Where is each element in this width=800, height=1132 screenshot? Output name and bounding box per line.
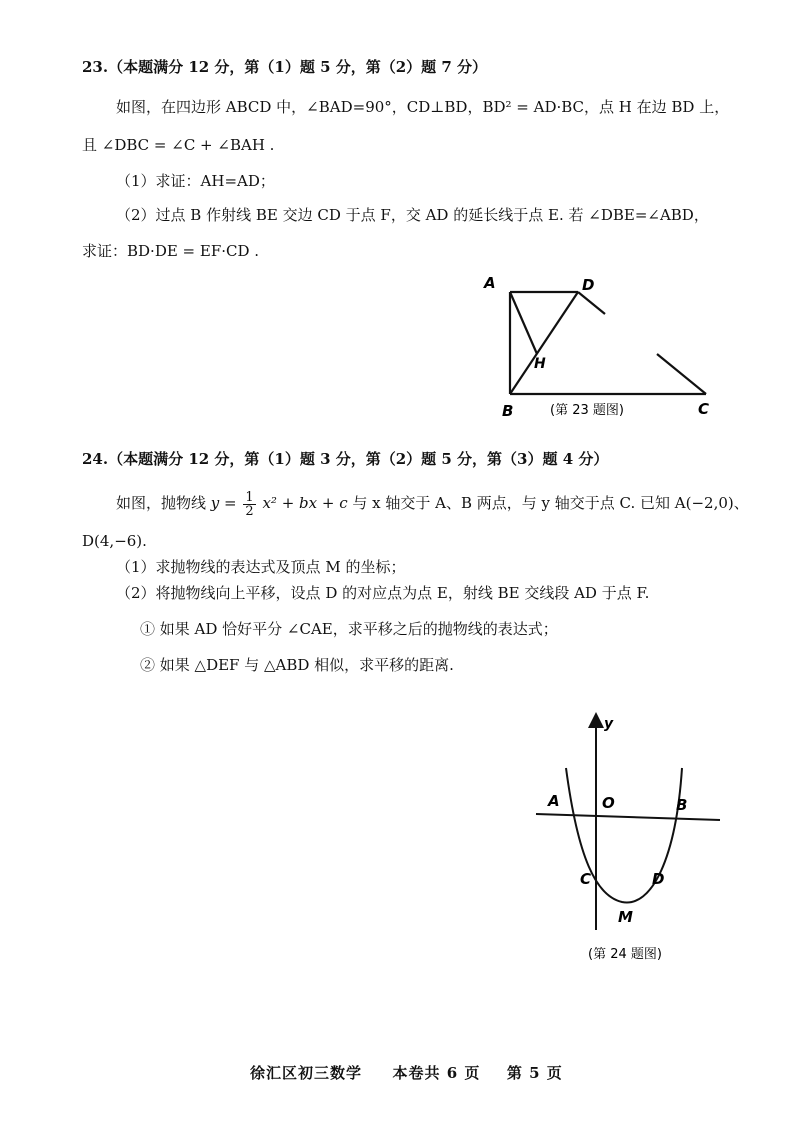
q23-part2: （2）过点 B 作射线 BE 交边 CD 于点 F，交 AD 的延长线于点 E. 若 ∠DBE=∠ABD， — [116, 206, 709, 224]
q24-header: 24.（本题满分 12 分，第（1）题 3 分，第（2）题 5 分，第（3）题 4 分） — [82, 450, 609, 468]
q24-label-b: B — [676, 796, 688, 814]
q24-label-m: M — [618, 908, 633, 926]
q24-label-o: O — [602, 794, 615, 812]
q23-label-c: C — [698, 400, 710, 418]
q24-label-a: A — [548, 792, 560, 810]
q24-frac-num: 1 — [245, 489, 254, 505]
footer — [250, 1062, 563, 1083]
q24-fraction — [243, 491, 255, 518]
q23-label-b: B — [502, 402, 514, 420]
q24-label-c: C — [580, 870, 592, 888]
q24-eq-y: y = — [210, 494, 237, 512]
q24-label-d: D — [652, 870, 665, 888]
q24-part2: （2）将抛物线向上平移，设点 D 的对应点为点 E，射线 BE 交线段 AD 于点 F. — [116, 584, 650, 602]
q23-figure — [470, 270, 720, 430]
q23-line1: 如图，在四边形 ABCD 中，∠BAD=90°，CD⊥BD，BD² = AD·BC，点 H 在边 BD 上， — [116, 98, 730, 116]
q23-segment-ah — [510, 292, 537, 354]
q23-header: 23.（本题满分 12 分，第（1）题 5 分，第（2）题 7 分） — [82, 58, 488, 76]
q24-figure — [526, 708, 726, 968]
q23-label-h: H — [534, 356, 546, 372]
footer-current: 第 5 页 — [506, 1064, 563, 1082]
q23-label-d: D — [582, 276, 595, 294]
q24-x-axis — [536, 814, 720, 820]
q23-line2: 且 ∠DBC = ∠C + ∠BAH . — [82, 136, 275, 154]
q24-intro — [116, 488, 749, 518]
q24-frac-den: 2 — [245, 503, 254, 519]
q24-intro-post: 与 x 轴交于 A、B 两点，与 y 轴交于点 C. 已知 A(−2,0)、 — [352, 494, 749, 512]
q24-line2: D(4,−6). — [82, 532, 147, 550]
q24-label-y: y — [604, 716, 614, 732]
footer-pages: 本卷共 6 页 — [392, 1064, 481, 1082]
q24-sub2: ② 如果 △DEF 与 △ABD 相似，求平移的距离. — [140, 656, 454, 674]
q23-segment-bd — [510, 292, 578, 394]
q24-eq-rest: x² + bx + c — [262, 494, 348, 512]
q23-segment-dc-part — [578, 292, 605, 314]
q24-sub1: ① 如果 AD 恰好平分 ∠CAE，求平移之后的抛物线的表达式； — [140, 620, 558, 638]
footer-school: 徐汇区初三数学 — [250, 1064, 363, 1082]
q24-intro-pre: 如图，抛物线 — [116, 494, 207, 512]
q24-part1: （1）求抛物线的表达式及顶点 M 的坐标； — [116, 558, 406, 576]
q23-caption: (第 23 题图) — [550, 403, 624, 418]
q23-label-a: A — [484, 274, 496, 292]
q23-part1: （1）求证：AH=AD； — [116, 172, 275, 190]
q24-caption: (第 24 题图) — [588, 947, 662, 962]
q23-part2b: 求证：BD·DE = EF·CD . — [82, 242, 260, 260]
q23-segment-dc-part2 — [657, 354, 706, 394]
